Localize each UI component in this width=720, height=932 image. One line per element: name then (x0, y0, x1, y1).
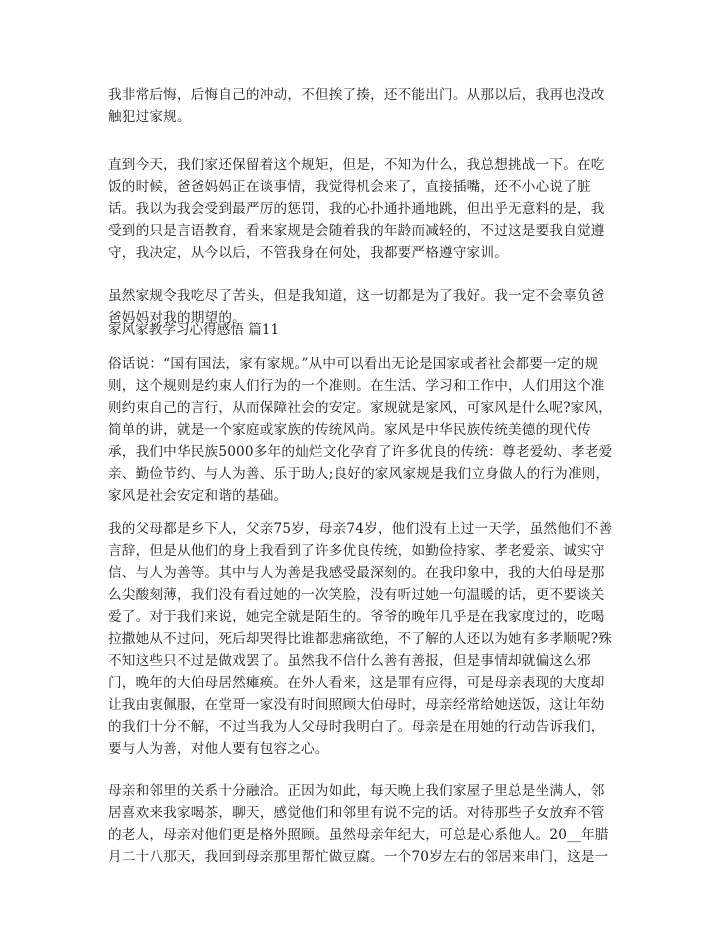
paragraph-parents: 我的父母都是乡下人，父亲75岁，母亲74岁，他们没有上过一天学，虽然他们不善言辞，但是从他们的身上我看到了许多优良传统，如勤俭持家、孝老爱亲、诚实守信、与人为善等。其中与人为善是我感受最深刻的。在我印象中，我的大伯母是那么尖酸刻薄，我们没有看过她的一次笑脸，没有听过她一句温暖的话，更不要谈关爱了。对于我们来说，她完全就是陌生的。爷爷的晚年几乎是在我家度过的，吃喝拉撒她从不过问，死后却哭得比谁都悲痛欲绝，不了解的人还以为她有多孝顺呢?殊不知这些只不过是做戏罢了。虽然我不信什么善有善报，但是事情却就偏这么邪门，晚年的大伯母居然瘫痪。在外人看来，这是罪有应得，可是母亲表现的大度却让我由衷佩服，在堂哥一家没有时间照顾大伯母时，母亲经常给她送饭，这让年幼的我们十分不解，不过当我为人父母时我明白了。母亲是在用她的行动告诉我们，要与人为善，对他人要有包容之心。 (108, 521, 613, 757)
section-title: 家风家教学习心得感悟 篇11 (108, 322, 280, 338)
document-page (108, 0, 616, 932)
paragraph-family-rules: 俗话说：“国有国法，家有家规。”从中可以看出无论是国家或者社会都要一定的规则，这个规则是约束人们行为的一个准则。在生活、学习和工作中，人们用这个准则约束自己的言行，从而保障社会的安定。家规就是家风，可家风是什么呢?家风，简单的讲，就是一个家庭或家族的传统风尚。家风是中华民族传统美德的现代传承，我们中华民族5000多年的灿烂文化孕育了许多优良的传统：尊老爱幼、孝老爱亲、勤俭节约、与人为善、乐于助人;良好的家风家规是我们立身做人的行为准则，家风是社会安定和谐的基础。 (108, 356, 613, 504)
paragraph-neighbors: 母亲和邻里的关系十分融洽。正因为如此，每天晚上我们家屋子里总是坐满人，邻居喜欢来我家喝茶，聊天，感觉他们和邻里有说不完的话。对待那些子女放弃不管的老人，母亲对他们更是格外照顾。虽然母亲年纪大，可总是心系他人。20__年腊月二十八那天，我回到母亲那里帮忙做豆腐。一个70岁左右的邻居来串门，这是一 (108, 783, 609, 865)
paragraph-challenge: 直到今天，我们家还保留着这个规矩，但是，不知为什么，我总想挑战一下。在吃饭的时候，爸爸妈妈正在谈事情，我觉得机会来了，直接插嘴，还不小心说了脏话。我以为我会受到最严厉的惩罚，我的心扑通扑通地跳，但出乎无意料的是，我受到的只是言语教育，看来家规是会随着我的年龄而减轻的，不过这是要我自觉遵守，我决定，从今以后，不管我身在何处，我都要严格遵守家训。 (108, 157, 605, 261)
paragraph-gratitude: 虽然家规令我吃尽了苦头，但是我知道，这一切都是为了我好。我一定不会辜负爸爸妈妈对我的期望的。 (108, 288, 605, 326)
paragraph-regret: 我非常后悔，后悔自己的冲动，不但挨了揍，还不能出门。从那以后，我再也没改触犯过家规。 (108, 87, 605, 125)
